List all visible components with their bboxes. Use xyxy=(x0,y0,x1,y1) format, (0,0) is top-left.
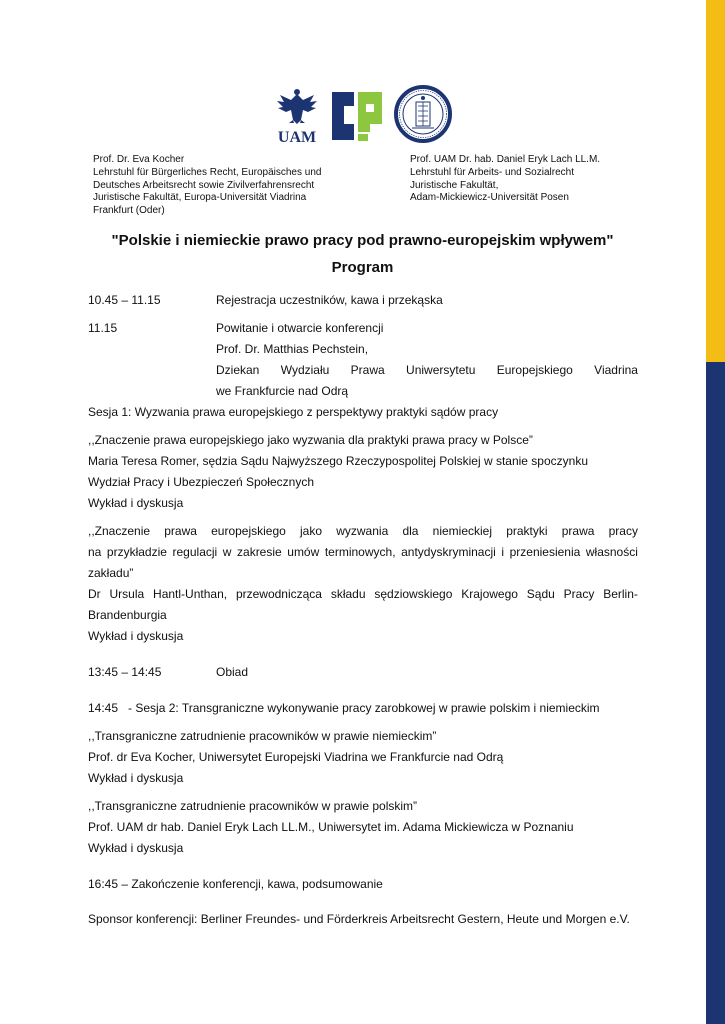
word: Europejskiego xyxy=(496,363,573,377)
talk1-dept: Wydział Pracy i Ubezpieczeń Społecznych xyxy=(88,475,314,489)
word: regulacji xyxy=(172,545,218,559)
word: Uniwersytetu xyxy=(406,363,476,377)
talk2-title-line1 xyxy=(88,524,638,538)
word: przykładzie xyxy=(106,545,167,559)
slot1-time: 10.45 – 11.15 xyxy=(88,293,161,307)
word: dla xyxy=(402,524,419,538)
slot2-time: 11.15 xyxy=(88,321,118,335)
closing-line: 16:45 – Zakończenie konferencji, kawa, podsumowanie xyxy=(88,877,383,891)
word: Dr xyxy=(88,587,101,601)
left-prof-name: Prof. Dr. Eva Kocher xyxy=(93,154,185,165)
slot2-line1: Powitanie i otwarcie konferencji xyxy=(216,321,384,335)
word: wyzwania xyxy=(336,524,389,538)
word: Sądu xyxy=(526,587,555,601)
talk3-title: ,,Transgraniczne zatrudnienie pracowników w prawie niemieckim” xyxy=(88,729,437,743)
slot2-justified-line xyxy=(216,363,638,377)
word: antydyskryminacji xyxy=(401,545,496,559)
word: Dziekan xyxy=(216,363,260,377)
word: prawa xyxy=(561,524,595,538)
session2-heading: 14:45 - Sesja 2: Transgraniczne wykonywanie pracy zarobkowej w prawie polskim i niemieckim xyxy=(88,701,600,715)
right-professor-block xyxy=(410,154,700,205)
right-prof-faculty: Juristische Fakultät, xyxy=(410,179,499,191)
slot2-line2: Prof. Dr. Matthias Pechstein, xyxy=(216,342,369,356)
talk2-speaker-line2: Brandenburgia xyxy=(88,608,167,622)
conference-title: "Polskie i niemieckie prawo pracy pod prawno-europejskim wpływem" xyxy=(111,232,614,249)
word: Pracy xyxy=(563,587,595,601)
talk2-title-line3: zakładu” xyxy=(88,566,134,580)
word: europejskiego xyxy=(211,524,286,538)
word: Ursula xyxy=(109,587,145,601)
word: Krajowego xyxy=(461,587,518,601)
word: Viadrina xyxy=(594,363,638,377)
talk2-format: Wykład i dyskusja xyxy=(88,629,184,643)
word: przewodnicząca xyxy=(235,587,322,601)
uam-eagle-logo xyxy=(274,86,320,144)
word: Prawa xyxy=(350,363,385,377)
left-prof-faculty: Juristische Fakultät, Europa-Universität Viadrina xyxy=(93,192,307,204)
right-prof-name: Prof. UAM Dr. hab. Daniel Eryk Lach LL.M. xyxy=(410,154,601,165)
talk1-speaker: Maria Teresa Romer, sędzia Sądu Najwyższego Rzeczypospolitej Polskiej w stanie spoczynku xyxy=(88,454,589,468)
talk3-speaker: Prof. dr Eva Kocher, Uniwersytet Europejski Viadrina we Frankfurcie nad Odrą xyxy=(88,750,504,764)
word: przeniesienia xyxy=(509,545,581,559)
talk2-speaker-line1 xyxy=(88,587,638,601)
left-prof-city: Frankfurt (Oder) xyxy=(93,205,165,217)
word: na xyxy=(88,545,102,559)
left-professor-block xyxy=(93,154,393,218)
talk1-format: Wykład i dyskusja xyxy=(88,496,184,510)
word: Wydziału xyxy=(280,363,330,377)
talk1-title: ,,Znaczenie prawa europejskiego jako wyzwania dla praktyki prawa pracy w Polsce” xyxy=(88,433,533,447)
word: terminowych, xyxy=(324,545,396,559)
talk2-title-line2 xyxy=(88,545,638,559)
word: jako xyxy=(300,524,323,538)
word: składu xyxy=(330,587,366,601)
session1-heading: Sesja 1: Wyzwania prawa europejskiego z perspektywy praktyki sądów pracy xyxy=(88,405,499,419)
word: Berlin- xyxy=(603,587,638,601)
word: i xyxy=(501,545,505,559)
word: Hantl-Unthan, xyxy=(153,587,228,601)
word: praktyki xyxy=(506,524,548,538)
logo-row xyxy=(0,82,725,146)
word: własności xyxy=(585,545,638,559)
word: ,,Znaczenie xyxy=(88,524,151,538)
left-prof-chair-line2: Deutsches Arbeitsrecht sowie Zivilverfahrensrecht xyxy=(93,179,315,191)
word: pracy xyxy=(608,524,638,538)
slot1-text: Rejestracja uczestników, kawa i przekąska xyxy=(216,293,443,307)
lunch-text: Obiad xyxy=(216,665,249,679)
program-heading: Program xyxy=(331,259,394,276)
word: sędziowskiego xyxy=(374,587,453,601)
svg-text:UAM: UAM xyxy=(277,129,317,144)
viadrina-seal-logo xyxy=(394,84,452,144)
cp-logo xyxy=(330,88,385,144)
word: niemieckiej xyxy=(432,524,492,538)
lunch-time: 13:45 – 14:45 xyxy=(88,665,162,679)
talk4-format: Wykład i dyskusja xyxy=(88,841,184,855)
talk3-format: Wykład i dyskusja xyxy=(88,771,184,785)
word: umów xyxy=(287,545,320,559)
slot2-last-line: we Frankfurcie nad Odrą xyxy=(216,384,349,398)
talk4-title: ,,Transgraniczne zatrudnienie pracowników w prawie polskim” xyxy=(88,799,418,813)
blue-side-stripe xyxy=(706,362,725,1024)
right-prof-university: Adam-Mickiewicz-Universität Posen xyxy=(410,192,569,204)
left-prof-chair-line1: Lehrstuhl für Bürgerliches Recht, Europäisches und xyxy=(93,166,322,178)
sponsor-line: Sponsor konferencji: Berliner Freundes- und Förderkreis Arbeitsrecht Gestern, Heute und Morgen e.V. xyxy=(88,912,630,926)
talk4-speaker: Prof. UAM dr hab. Daniel Eryk Lach LL.M., Uniwersytet im. Adama Mickiewicza w Poznaniu xyxy=(88,820,574,834)
word: w xyxy=(222,545,232,559)
word: zakresie xyxy=(237,545,282,559)
right-prof-chair: Lehrstuhl für Arbeits- und Sozialrecht xyxy=(410,166,574,178)
yellow-side-stripe xyxy=(706,0,725,362)
word: prawa xyxy=(164,524,197,538)
